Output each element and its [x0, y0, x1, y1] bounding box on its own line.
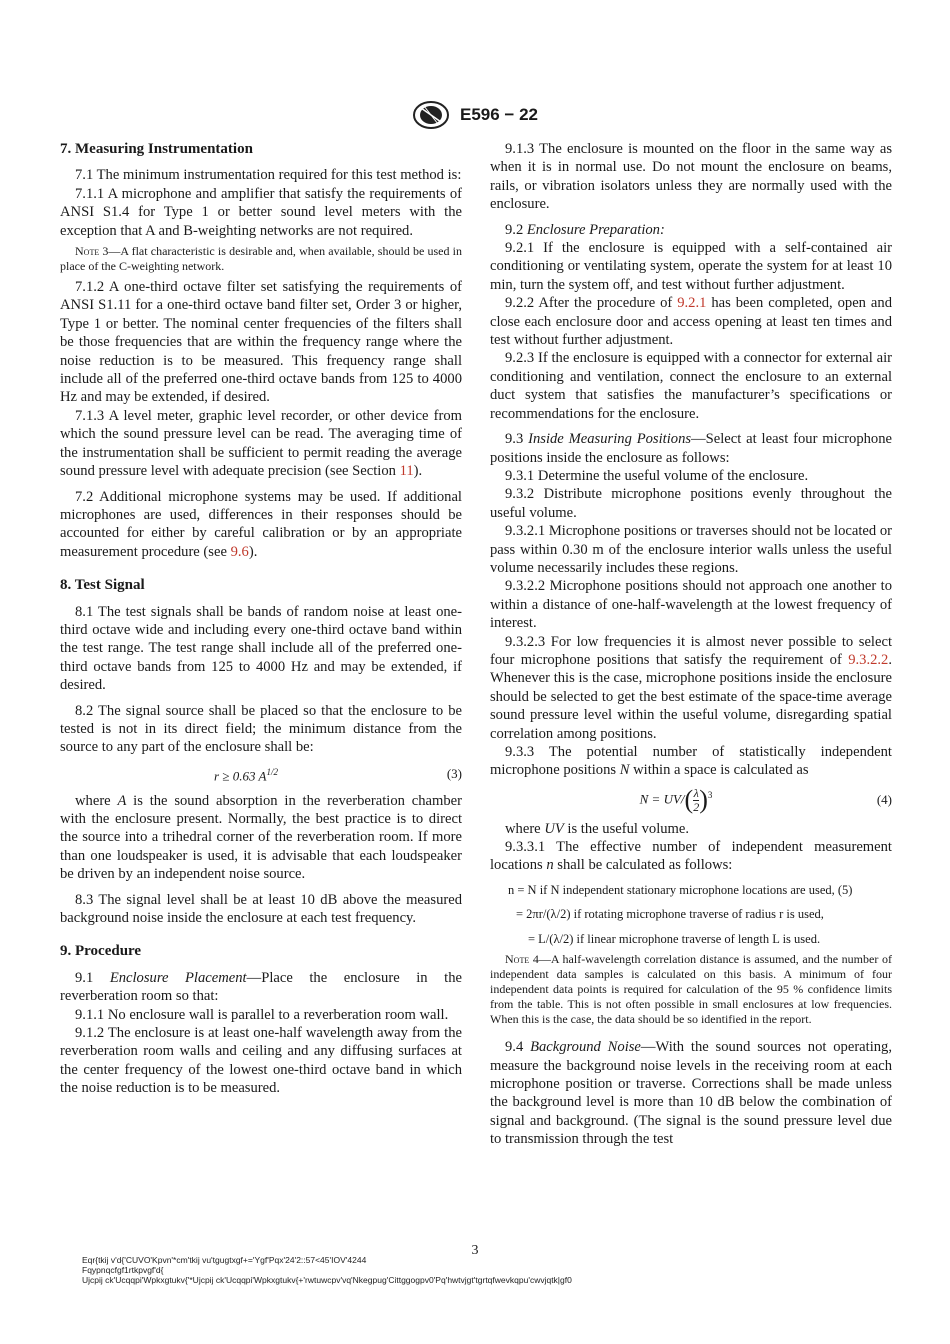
para-7-1-2: 7.1.2 A one-third octave filter set satisfying the requirements of ANSI S1.11 for a one-third octave band filter set, Order 3 or higher, Type 1 or better. The nominal center frequencies of the filters shall be those frequencies that are within the frequency range where the noise reduction is to be measured. This frequency range shall include all of the preferred one-third octave bands from 125 to 4000 Hz and may be extended, if desired. [60, 279, 462, 406]
license-footer [82, 1255, 572, 1285]
section-9-title: 9. Procedure [60, 943, 142, 960]
para-9-3-1: 9.3.1 Determine the useful volume of the enclosure. [505, 467, 809, 484]
footer-line-3: Ujcpij ck'Ucqqpi'Wpkxgtukv{'*Ujcpij ck'Ucqqpi'Wpkxgtukv{+'rwtuwcpv'vq'Nkegpug'Cittggogpv0'Pq'hwtvjgt'tgrtqfwevkqpu'cwvjqtk|gf0 [82, 1275, 572, 1285]
equation-3 [60, 763, 462, 786]
para-8-2-where: where A is the sound absorption in the reverberation chamber with the enclosure present. Normally, the best practice is to direct the source into a trihedral corner of the reverberation room. If more than one loudspeaker is used, it is advisable that each loudspeaker be driven by an independent noise source. [60, 792, 462, 883]
note-4 [490, 952, 892, 1027]
note-3 [60, 244, 462, 274]
equation-3-body: r ≥ 0.63 A [214, 768, 267, 784]
note-3-label: Note 3 [75, 244, 109, 259]
section-9-2-1-link[interactable]: 9.2.1 [677, 295, 707, 312]
para-8-2: 8.2 The signal source shall be placed so that the enclosure to be tested is not in its direct field; the minimum distance from the source to any part of the enclosure shall be: [60, 702, 462, 756]
section-11-link[interactable]: 11 [399, 463, 414, 480]
left-column [60, 140, 462, 1098]
para-where-uv: where UV is the useful volume. [505, 820, 690, 837]
para-7-1-1: 7.1.1 A microphone and amplifier that satisfy the requirements of ANSI S1.4 for Type 1 or better sound level meters with the exception that A and B-weighting networks are not required. [60, 185, 462, 239]
equation-5-line-2: = 2πr/(λ/2) if rotating microphone traverse of radius r is used, [516, 907, 824, 922]
section-7-title: 7. Measuring Instrumentation [60, 141, 253, 157]
para-9-1-2: 9.1.2 The enclosure is at least one-half wavelength away from the reverberation room walls and ceiling and any diffusing surfaces at the center frequency of the lowest one-third octave band in which the noise reduction is to be measured. [60, 1024, 462, 1097]
para-9-3-2-1: 9.3.2.1 Microphone positions or traverses should not be located or pass within 0.30 m of the enclosure interior walls unless the useful volume necessarily includes these regions. [490, 523, 892, 576]
para-9-1-1: 9.1.1 No enclosure wall is parallel to a reverberation room wall. [75, 1006, 449, 1023]
equation-4: N = UV/( $\frac{\lambda}{2}$ )$^3$ (4) [639, 784, 892, 814]
equation-4-lhs: N = UV/ [639, 791, 685, 807]
para-9-3-3: 9.3.3 The potential number of statistically independent microphone positions N within a space is calculated as [490, 744, 892, 779]
section-9-3-2-2-link[interactable]: 9.3.2.2 [848, 651, 889, 668]
section-9-6-link[interactable]: 9.6 [230, 543, 249, 560]
para-8-1: 8.1 The test signals shall be bands of random noise at least one-third octave wide and including every one-third octave band within the test range. The test range shall include all of the preferred one-third octave bands from 125 to 4000 Hz and may be extended, if desired. [60, 603, 462, 694]
para-9-3-2-3: 9.3.2.3 For low frequencies it is almost never possible to select four microphone positions that satisfy the requirement of 9.3.2.2. Whenever this is the case, microphone positions inside the enclosure should be selected to get the best estimate of the space-time average sound pressure level within the useful volume, disregarding spatial correlation among positions. [490, 633, 892, 742]
para-7-1: 7.1 The minimum instrumentation required for this test method is: [75, 167, 462, 184]
footer-line-2: Fqypnqcfgf1rtkpvgf'd{ [82, 1265, 164, 1275]
equation-4-exponent: 3 [707, 789, 713, 800]
para-7-2: 7.2 Additional microphone systems may be used. If additional microphones are used, differences in their responses should be accounted for either by careful calibration or by an appropriate measurement procedure (see 9.6). [60, 488, 462, 560]
equation-5-line-3: = L/(λ/2) if linear microphone traverse of length L is used. [528, 931, 821, 946]
para-9-3-2: 9.3.2 Distribute microphone positions evenly throughout the useful volume. [490, 486, 892, 521]
equation-5 [490, 881, 892, 948]
para-9-2-3: 9.2.3 If the enclosure is equipped with a connector for external air conditioning and ventilation, connect the enclosure to an external duct system that satisfies the manufacturer’s specifications or recommendations for the enclosure. [490, 350, 892, 422]
equation-3-exponent: 1/2 [266, 766, 278, 777]
para-9-2-1: 9.2.1 If the enclosure is equipped with a self-contained air conditioning or ventilating system, operate the system for at least 10 min, turn the system off, and test without further adjustment. [490, 240, 892, 293]
note-4-label: Note 4 [505, 952, 539, 967]
para-9-4: 9.4 Background Noise—With the sound sources not operating, measure the background noise levels in the receiving room at each microphone position or traverse. Corrections shall be made unless the background level is more than 10 dB below the combination of signal and background. (The signal is the sound pressure level due to transmission through the test [490, 1039, 893, 1148]
standard-code: E596 − 22 [460, 105, 538, 124]
equation-5-line-1: n = N if N independent stationary microphone locations are used, (5) [508, 882, 853, 897]
para-8-3: 8.3 The signal level shall be at least 10 dB above the measured background noise inside the enclosure at each test frequency. [60, 891, 462, 926]
para-9-1-3: 9.1.3 The enclosure is mounted on the floor in the same way as when it is in normal use. Do not mount the enclosure on beams, rails, or vibration isolators unless they are normally used with the enclosure. [490, 141, 892, 213]
equation-4-number: (4) [876, 791, 892, 807]
note-3-text: —A flat characteristic is desirable and, when available, should be used in place of the C-weighting network. [60, 244, 462, 274]
footer-line-1: Eqr{tkij v'd{'CUVO'Kpvn'*cm'tkij vu'tgugtxgf+='Ygf'Pqx'24'2::57<45'IOV'4244 [82, 1255, 367, 1265]
right-column [490, 140, 892, 1149]
para-9-3: 9.3 Inside Measuring Positions—Select at least four microphone positions inside the enclosure as follows: [490, 431, 893, 466]
para-9-2-2: 9.2.2 After the procedure of 9.2.1 has been completed, open and close each enclosure door and access opening at least ten times and test without further adjustment. [490, 295, 892, 349]
page-number: 3 [471, 1243, 479, 1258]
astm-logo-icon [412, 100, 450, 130]
page-header [0, 100, 950, 130]
para-9-1: 9.1 Enclosure Placement—Place the enclosure in the reverberation room so that: [60, 969, 463, 1005]
note-4-text: —A half-wavelength correlation distance is assumed, and the number of independent data samples is calculated on this basis. A minimum of four independent data points is required for calculation of the 95 % confidence limits from the table. This is not often possible in small enclosures at low frequencies. When this is the case, the data should be so identified in the report. [490, 952, 892, 1027]
equation-3-number: (3) [446, 765, 462, 781]
para-9-3-3-1: 9.3.3.1 The effective number of independent measurement locations n shall be calculated as follows: [490, 839, 892, 874]
para-9-3-2-2: 9.3.2.2 Microphone positions should not approach one another to within a distance of one-half-wavelength at the lowest frequency of interest. [490, 578, 892, 632]
equation-4-fraction: $\frac{\lambda}{2}$ [693, 785, 700, 814]
para-9-2: 9.2 Enclosure Preparation: [505, 221, 665, 238]
section-8-title: 8. Test Signal [60, 577, 145, 594]
para-7-1-3: 7.1.3 A level meter, graphic level recorder, or other device from which the sound pressure level can be read. The averaging time of the instrumentation shall be sufficient to permit reading the average sound pressure level with adequate precision (see Section 11). [60, 407, 462, 480]
